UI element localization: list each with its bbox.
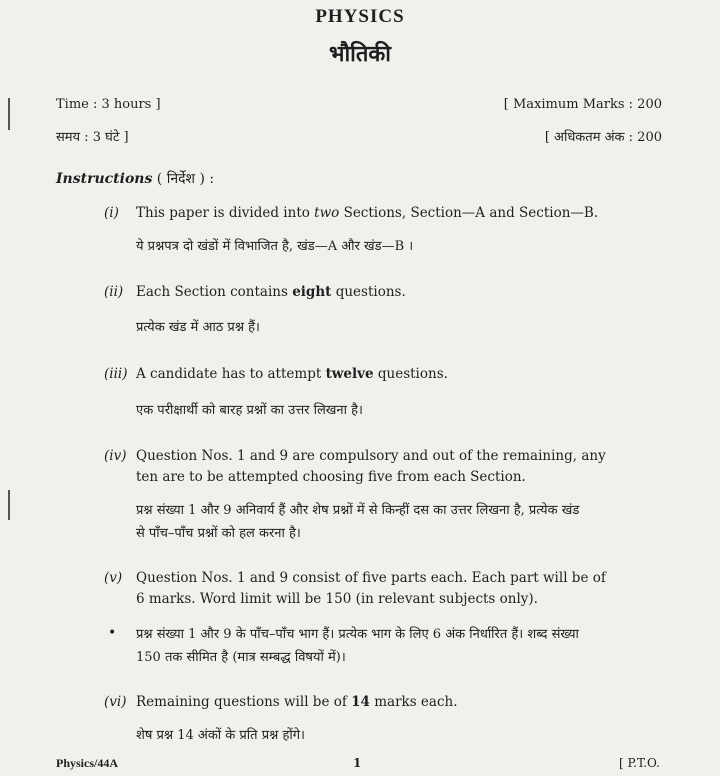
item-text-hindi: प्रश्न संख्या 1 और 9 के पाँच–पाँच भाग हैं। प्रत्येक भाग के लिए 6 अंक निर्धारित हैं। शब्द संख्या 150 तक सीमित है (मात्र सम्बद्ध विषयों में)। [136, 627, 579, 665]
item-text: This paper is divided into two Sections, Section—A and Section—B. [136, 205, 599, 221]
item-text-hindi: एक परीक्षार्थी को बारह प्रश्नों का उत्तर लिखना है। [136, 403, 363, 418]
instructions-heading [56, 169, 214, 188]
item-text-hindi: ये प्रश्नपत्र दो खंडों में विभाजित है, खंड—A और खंड—B । [136, 239, 414, 254]
item-number: (ii) [104, 284, 124, 300]
paper-code: Physics/44A [56, 756, 119, 770]
time-marks-row [56, 97, 662, 112]
item-number: (iv) [104, 448, 127, 464]
item-text-hindi: शेष प्रश्न 14 अंकों के प्रति प्रश्न होंगे। [136, 728, 305, 743]
pto-label: [ P.T.O. [619, 756, 660, 770]
time-marks-row-hindi [56, 127, 662, 145]
time-label: Time : 3 hours ] [56, 97, 161, 112]
item-text: Question Nos. 1 and 9 are compulsory and out of the remaining, any ten are to be attempted choosing five from each Section. [136, 448, 606, 485]
item-text-hindi: प्रत्येक खंड में आठ प्रश्न हैं। [136, 320, 260, 335]
page-number: 1 [353, 756, 362, 770]
item-number: (i) [104, 205, 119, 221]
max-marks-label-hindi: [ अधिकतम अंक : 200 [544, 130, 662, 145]
max-marks-label: [ Maximum Marks : 200 [503, 97, 662, 112]
page-title-hindi: भौतिकी [329, 41, 391, 67]
margin-mark [8, 98, 10, 130]
page-title: PHYSICS [315, 6, 405, 27]
item-text-hindi: प्रश्न संख्या 1 और 9 अनिवार्य हैं और शेष प्रश्नों में से किन्हीं दस का उत्तर लिखना है, प्रत्येक खंड से पाँच–पाँच प्रश्नों को हल करना है। [136, 503, 580, 541]
item-number: (iii) [104, 366, 128, 382]
item-number: (vi) [104, 694, 127, 710]
item-text: A candidate has to attempt twelve questions. [136, 366, 448, 382]
instructions-label-hindi: ( निर्देश ) : [156, 171, 215, 187]
item-text: Remaining questions will be of 14 marks each. [136, 694, 458, 710]
instructions-label: Instructions [56, 171, 153, 187]
time-label-hindi: समय : 3 घंटे ] [56, 130, 129, 145]
margin-mark [8, 490, 10, 520]
item-text: Each Section contains eight questions. [136, 284, 406, 300]
item-text: Question Nos. 1 and 9 consist of five parts each. Each part will be of 6 marks. Word limit will be 150 (in relevant subjects only). [136, 570, 606, 607]
item-number: (v) [104, 570, 123, 586]
bullet-icon: • [108, 625, 117, 641]
